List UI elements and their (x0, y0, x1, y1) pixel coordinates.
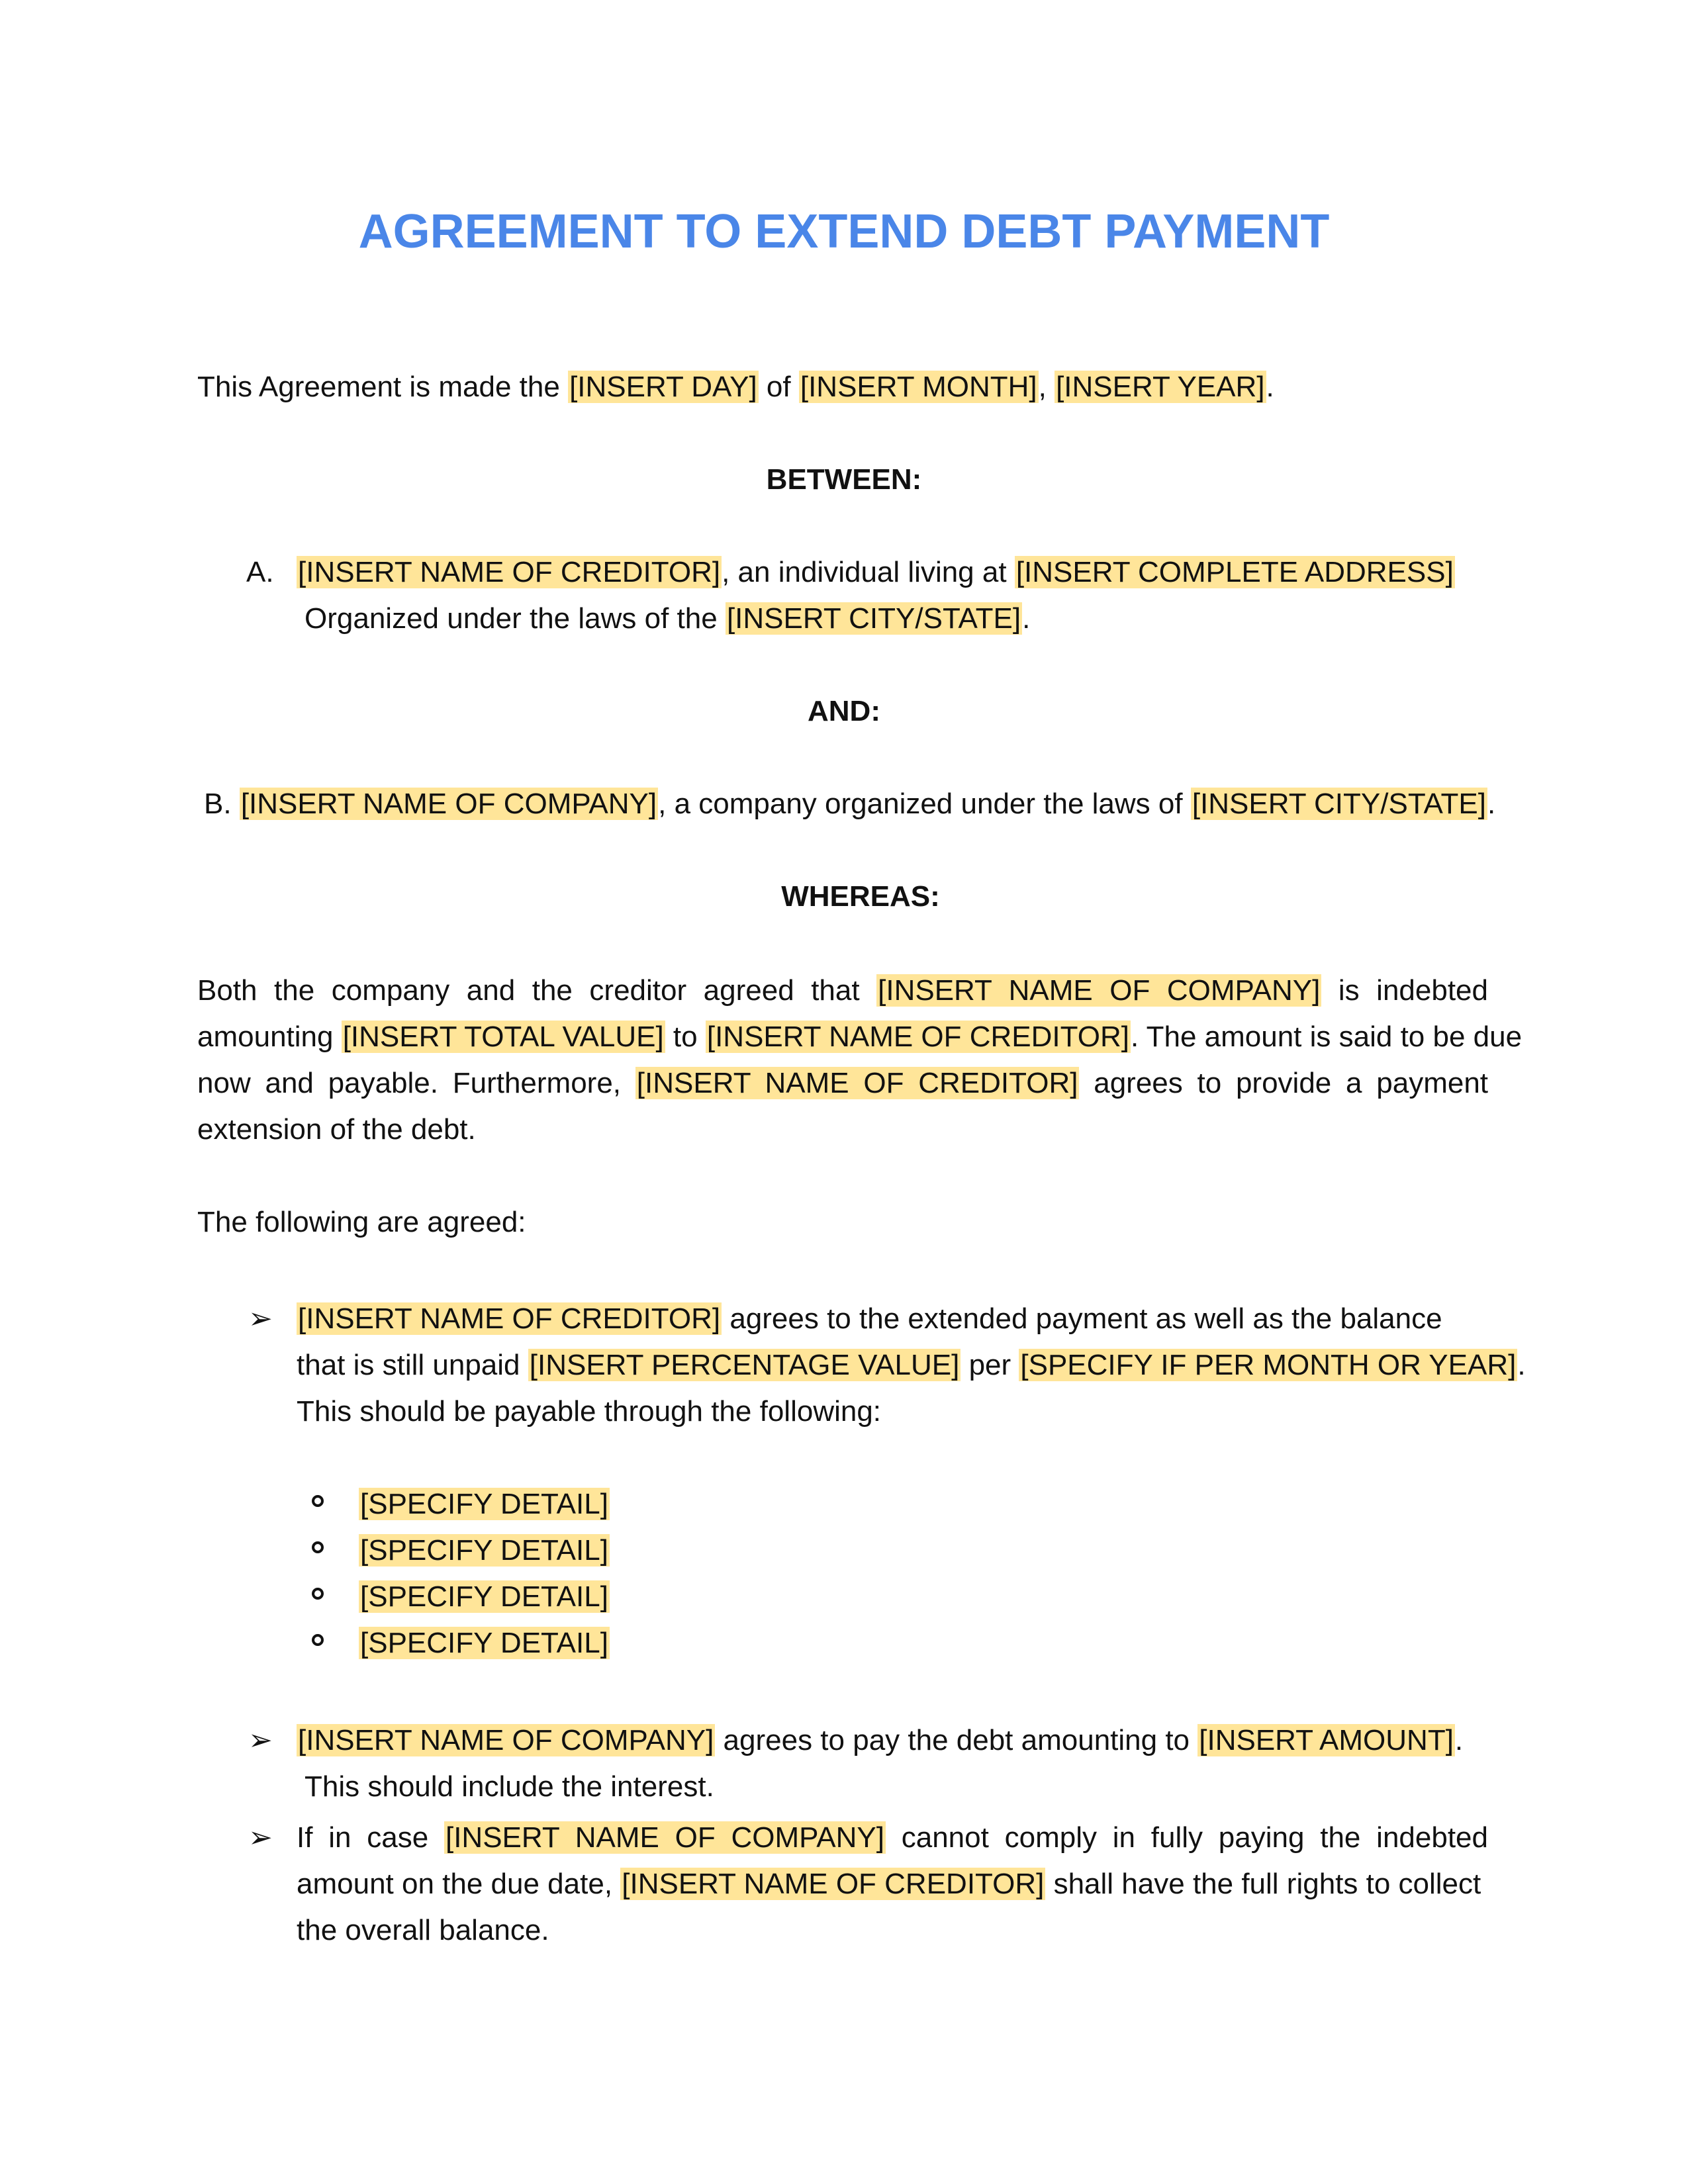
arrow-bullet-icon: ➢ (248, 1821, 273, 1854)
party-a-text: . (1022, 602, 1031, 635)
bullet-1-text: . (1517, 1349, 1526, 1381)
document-title: AGREEMENT TO EXTEND DEBT PAYMENT (358, 205, 1330, 258)
placeholder-company-name: [INSERT NAME OF COMPANY] (240, 788, 657, 820)
bullet-3-text: shall have the full rights to collect (1045, 1868, 1481, 1900)
placeholder-city-state: [INSERT CITY/STATE] (726, 602, 1021, 635)
circle-bullet-icon (312, 1495, 324, 1507)
placeholder-creditor-name: [INSERT NAME OF CREDITOR] (622, 1868, 1045, 1900)
placeholder-creditor-name: [INSERT NAME OF CREDITOR] (298, 556, 721, 588)
bullet-1-text: per (961, 1349, 1019, 1381)
party-a-line-2 (305, 596, 1030, 642)
arrow-bullet-icon: ➢ (248, 1724, 273, 1756)
whereas-line-4: extension of the debt. (197, 1113, 476, 1146)
bullet-3-text: amount on the due date, (297, 1868, 621, 1900)
whereas-text: now and payable. Furthermore, (197, 1067, 622, 1099)
bullet-1-text: that is still unpaid (297, 1349, 528, 1381)
placeholder-total-value: [INSERT TOTAL VALUE] (342, 1021, 664, 1053)
bullet-2-text: agrees to pay the debt amounting to (715, 1724, 1198, 1756)
party-a-text: , an individual living at (722, 556, 1015, 588)
and-heading: AND: (808, 695, 880, 727)
placeholder-percentage-value: [INSERT PERCENTAGE VALUE] (529, 1349, 960, 1381)
between-heading: BETWEEN: (766, 463, 922, 496)
detail-item (359, 1481, 610, 1527)
party-a-text: Organized under the laws of the (305, 602, 726, 635)
placeholder-amount: [INSERT AMOUNT] (1199, 1724, 1454, 1756)
following-line: The following are agreed: (197, 1206, 526, 1238)
party-a-marker: A. (246, 556, 274, 588)
whereas-line-3 (197, 1060, 1488, 1107)
intro-text: of (758, 371, 799, 403)
whereas-text: Both the company and the creditor agreed that (197, 974, 860, 1007)
placeholder-creditor-name: [INSERT NAME OF CREDITOR] (636, 1067, 1078, 1099)
arrow-bullet-icon: ➢ (248, 1302, 273, 1335)
intro-line (197, 364, 1274, 410)
bullet-2-text: . (1454, 1724, 1464, 1756)
placeholder-creditor-name: [INSERT NAME OF CREDITOR] (706, 1021, 1129, 1053)
bullet-2-line-1 (297, 1717, 1463, 1764)
whereas-text: to (665, 1021, 706, 1053)
bullet-1-line-2 (297, 1342, 1526, 1388)
bullet-3-line-2 (297, 1861, 1481, 1907)
circle-bullet-icon (312, 1541, 324, 1553)
placeholder-company-name: [INSERT NAME OF COMPANY] (445, 1821, 884, 1854)
whereas-text: amounting (197, 1021, 342, 1053)
placeholder-creditor-name: [INSERT NAME OF CREDITOR] (298, 1302, 721, 1335)
whereas-heading: WHEREAS: (781, 880, 940, 913)
placeholder-company-name: [INSERT NAME OF COMPANY] (878, 974, 1321, 1007)
placeholder-year: [INSERT YEAR] (1056, 371, 1265, 403)
party-b-text: , a company organized under the laws of (658, 788, 1191, 820)
circle-bullet-icon (312, 1634, 324, 1646)
placeholder-company-name: [INSERT NAME OF COMPANY] (298, 1724, 714, 1756)
circle-bullet-icon (312, 1588, 324, 1600)
placeholder-detail: [SPECIFY DETAIL] (360, 1488, 608, 1520)
bullet-3-line-1 (297, 1815, 1488, 1861)
placeholder-complete-address: [INSERT COMPLETE ADDRESS] (1015, 556, 1454, 588)
placeholder-detail: [SPECIFY DETAIL] (360, 1534, 608, 1567)
detail-item (359, 1527, 610, 1574)
bullet-2-line-2: This should include the interest. (305, 1770, 714, 1803)
bullet-1-text: agrees to the extended payment as well as the balance (722, 1302, 1442, 1335)
placeholder-day: [INSERT DAY] (569, 371, 757, 403)
bullet-3-line-3: the overall balance. (297, 1914, 549, 1946)
detail-item (359, 1620, 610, 1666)
intro-text: . (1266, 371, 1274, 403)
bullet-1-line-3: This should be payable through the following: (297, 1395, 882, 1428)
whereas-line-1 (197, 968, 1488, 1014)
whereas-text: agrees to provide a payment (1094, 1067, 1489, 1099)
bullet-1-line-1 (297, 1296, 1442, 1342)
placeholder-period: [SPECIFY IF PER MONTH OR YEAR] (1020, 1349, 1517, 1381)
placeholder-detail: [SPECIFY DETAIL] (360, 1580, 608, 1613)
detail-item (359, 1574, 610, 1620)
intro-text: , (1038, 371, 1055, 403)
whereas-line-2 (197, 1014, 1522, 1060)
party-b-line (204, 781, 1495, 827)
whereas-text: is indebted (1338, 974, 1488, 1007)
placeholder-month: [INSERT MONTH] (800, 371, 1037, 403)
bullet-3-text: If in case (297, 1821, 429, 1854)
party-a-line-1 (297, 549, 1455, 596)
whereas-text: . The amount is said to be due (1130, 1021, 1523, 1053)
bullet-3-text: cannot comply in fully paying the indebted (901, 1821, 1488, 1854)
placeholder-detail: [SPECIFY DETAIL] (360, 1627, 608, 1659)
party-b-marker: B. (204, 788, 232, 820)
intro-text: This Agreement is made the (197, 371, 569, 403)
placeholder-city-state: [INSERT CITY/STATE] (1192, 788, 1486, 820)
party-b-text: . (1487, 788, 1496, 820)
